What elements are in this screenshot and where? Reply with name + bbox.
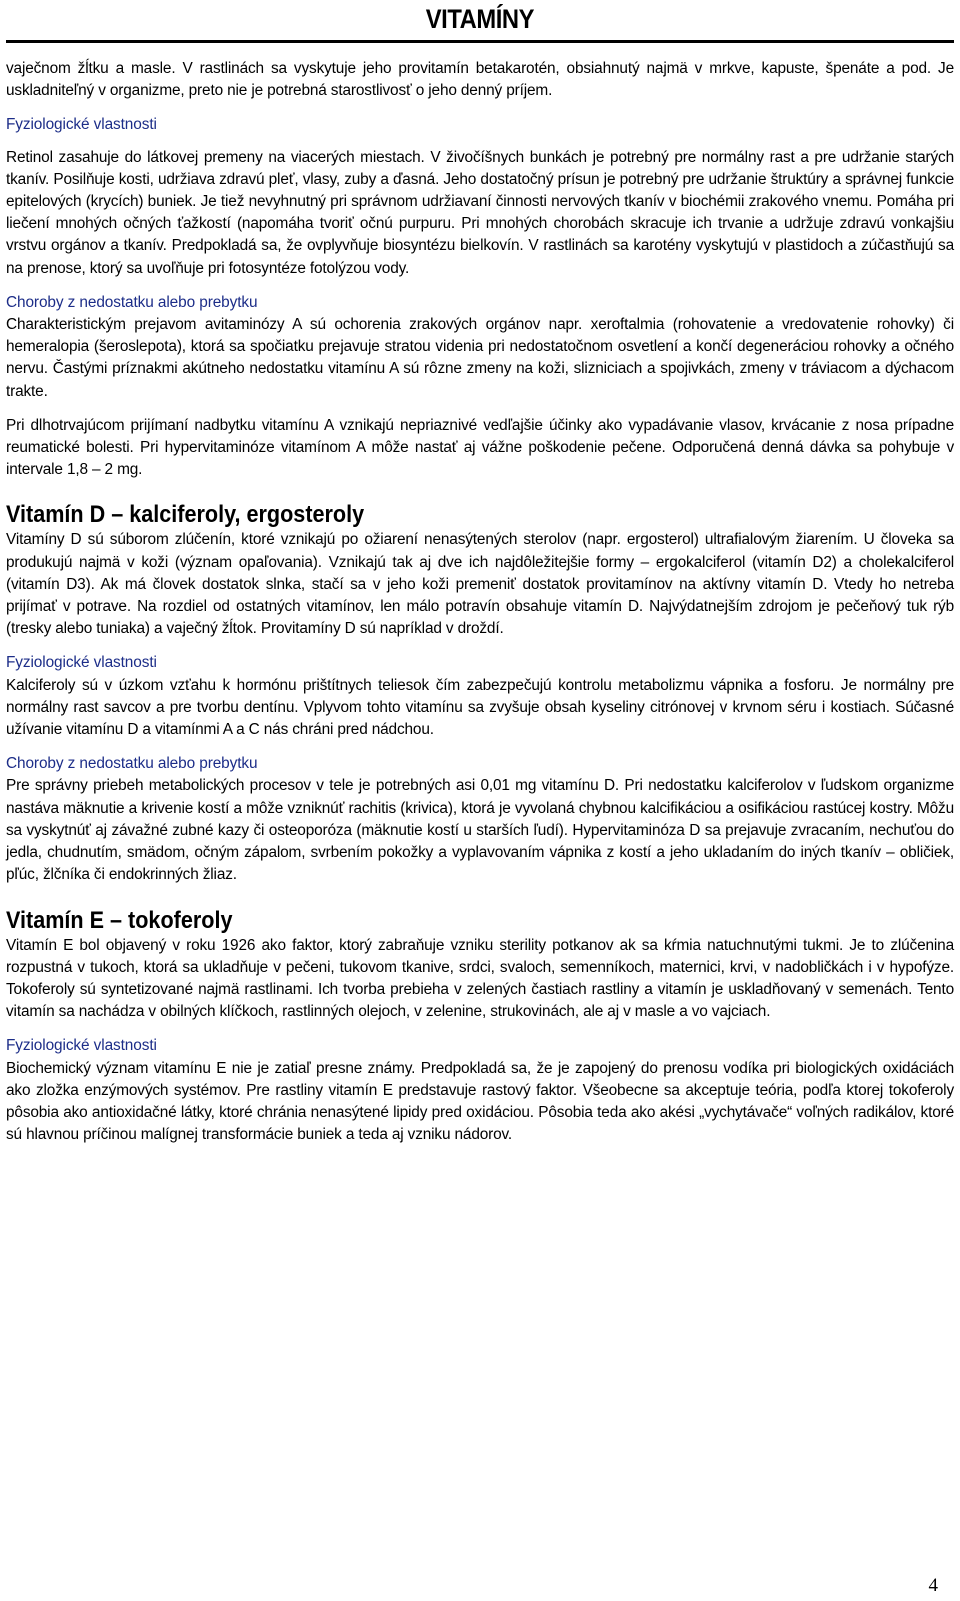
intro-paragraph: vaječnom žĺtku a masle. V rastlinách sa vyskytuje jeho provitamín betakarotén, obsiahnutý najmä v mrkve, kapuste, špenáte a pod. Je uskladniteľný v organizme, preto nie je potrebná starostlivosť o jeho denný príjem.: [6, 60, 954, 100]
vitamin-a-diseases-text-2: Pri dlhotrvajúcom prijímaní nadbytku vitamínu A vznikajú nepriaznivé vedľajšie účinky ako vypadávanie vlasov, krvácanie z nosa prípadne reumatické bolesti. Pri hypervitaminóze vitamínom A môže nastať aj vážne poškodenie pečene. Odporučená denná dávka sa pohybuje v intervale 1,8 – 2 mg.: [6, 416, 954, 479]
vitamin-d-diseases-text: Pre správny priebeh metabolických procesov v tele je potrebných asi 0,01 mg vitamínu D. Pri nedostatku kalciferolov v ľudskom organizme nastáva mäknutie a krivenie kostí a môže vzniknúť rachitis (krivica), ktorá je vyvolaná chybnou kalcifikáciou a osifikáciou rastúcej kostry. Môžu sa vyskytnúť aj závažné zubné kazy či osteoporóza (mäknutie kostí u starších ľudí). Hypervitaminóza D sa prejavuje zvracaním, nechuťou do jedla, chudnutím, smädom, očným zápalom, svrbením pokožky a vyplavovaním vápnika z kostí a jeho ukladaním do iných tkanív – obličiek, pľúc, žlčníka či endokrinných žliaz.: [6, 777, 954, 884]
vitamin-d-intro: Vitamíny D sú súborom zlúčenín, ktoré vznikajú po ožiarení nenasýtených sterolov (napr. ergosterol) ultrafialovým žiarením. U človeka sa produkujú najmä v koži (význam opaľovania). Vznikajú tak aj dve ich najdôležitejšie formy – ergokalciferol (vitamín D2) a cholekalciferol (vitamín D3). Ak má človek dostatok slnka, stačí sa v jeho koži premeniť dostatok provitamínov na aktívny vitamín D. Vtedy ho netreba prijímať v potrave. Na rozdiel od ostatných vitamínov, len málo potravín obsahuje vitamín D. Najvýdatnejším zdrojom je pečeňový tuk rýb (tresky alebo tuniaka) a vaječný žĺtok. Provitamíny D sú napríklad v droždí.: [6, 531, 954, 638]
header-title: VITAMÍNY: [425, 4, 534, 34]
vitamin-a-diseases-text-1: Charakteristickým prejavom avitaminózy A sú ochorenia zrakových orgánov napr. xeroftalmia (rohovatenie a vredovatenie rohovky) či hemeralopia (šeroslepota), ktorá sa spočiatku prejavuje stratou videnia pri nedostatočnom osvetlení a končí degeneráciou rohovky a očného nervu. Častými príznakmi akútneho nedostatku vitamínu A sú rôzne zmeny na koži, slizniciach a spojivkách, zmeny v tráviacom a dýchacom trakte.: [6, 316, 954, 400]
vitamin-e-physiology-heading: Fyziologické vlastnosti: [6, 1037, 157, 1055]
vitamin-d-physiology-heading: Fyziologické vlastnosti: [6, 654, 157, 672]
document-body: [6, 58, 954, 1146]
vitamin-d-title: Vitamín D – kalciferoly, ergosteroly: [6, 501, 365, 529]
vitamin-e-physiology-text: Biochemický význam vitamínu E nie je zatiaľ presne známy. Predpokladá sa, že je zapojený do prenosu vodíka pri biologických oxidáciách ako zložka enzýmových systémov. Pre rastliny vitamín E predstavuje rastový faktor. Všeobecne sa akceptuje teória, podľa ktorej tokoferoly pôsobia ako antioxidačné látky, ktoré chránia nenasýtené lipidy pred oxidáciou. Pôsobia teda ako akési „vychytávače“ voľných radikálov, ktoré sú hlavnou príčinou malígnej transformácie buniek a teda aj vzniku nádorov.: [6, 1059, 954, 1144]
vitamin-d-diseases-heading: Choroby z nedostatku alebo prebytku: [6, 755, 258, 773]
vitamin-a-diseases-heading: Choroby z nedostatku alebo prebytku: [6, 293, 258, 311]
vitamin-e-intro: Vitamín E bol objavený v roku 1926 ako faktor, ktorý zabraňuje vzniku sterility potkanov ak sa kŕmia natuchnutými tukmi. Je to zlúčenina rozpustná v tukoch, ktorá sa ukladňuje v pečeni, tukovom tkanive, srdci, svaloch, semenníkoch, maternici, krvi, v nadobličkách i v hypofýze. Tokoferoly sú syntetizované najmä rastlinami. Ich tvorba prebieha v zelených častiach rastliny a vitamín je uskladňovaný v semenách. Tento vitamín sa nachádza v obilných klíčkoch, rastlinných olejoch, v zelenine, strukovinách, ale aj v masle a vo vajciach.: [6, 936, 954, 1021]
vitamin-a-physiology-heading: Fyziologické vlastnosti: [6, 116, 157, 134]
vitamin-e-title: Vitamín E – tokoferoly: [6, 906, 233, 934]
vitamin-a-physiology-text: Retinol zasahuje do látkovej premeny na viacerých miestach. V živočíšnych bunkách je potrebný pre normálny rast a pre udržanie starých tkanív. Posilňuje kosti, udržiava zdravú pleť, vlasy, zuby a ďasná. Jeho dostatočný prísun je potrebný pre udržanie štruktúry a správnej funkcie epitelových (krycích) buniek. Je tiež nevyhnutný pri správnom udržiavaní činnosti nervových tkanív v biochémii zrakového vnemu. Pomáha pri liečení mnohých očných ťažkostí (napomáha tvoriť očnú purpuru. Pri mnohých chorobách skracuje ich trvanie a udržuje zdravú vonkajšiu vrstvu orgánov a tkanív. Predpokladá sa, že ovplyvňuje biosyntézu bielkovín. V rastlinách sa karotény vyskytujú v plastidoch a zúčastňujú sa na prenose, ktorý sa uvoľňuje pri fotosyntéze fotolýzou vody.: [6, 148, 954, 277]
page-number: 4: [928, 1575, 938, 1596]
vitamin-d-physiology-text: Kalciferoly sú v úzkom vzťahu k hormónu prištítnych teliesok čím zabezpečujú kontrolu metabolizmu vápnika a fosforu. Je normálny pre normálny rast savcov a pre tvorbu dentínu. Vplyvom tohto vitamínu sa zvyšuje obsah kyseliny citrónovej v krvnom séru i kostiach. Súčasné užívanie vitamínu D a vitamínmi A a C nás chráni pred nádchou.: [6, 676, 954, 739]
page-header: [6, 2, 954, 43]
